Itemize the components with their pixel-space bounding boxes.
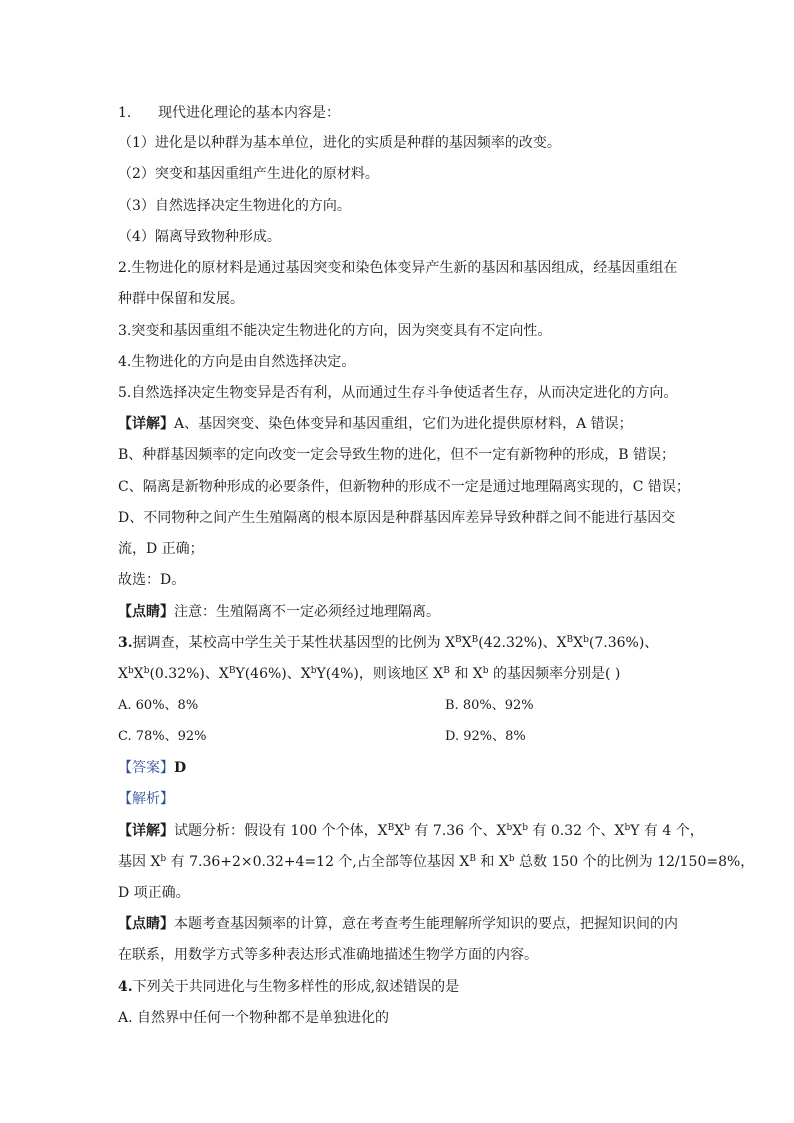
item3: 3.突变和基因重组不能决定生物进化的方向，因为突变具有不定向性。 bbox=[118, 323, 552, 339]
q3-text: 总数 150 个的比例为 12/150=8%， bbox=[514, 854, 755, 870]
item2-line1: 2.生物进化的原材料是通过基因突变和染色体变异产生新的基因和基因组成，经基因重组在 bbox=[118, 260, 678, 276]
sup: B bbox=[455, 635, 462, 645]
question-number: 3. bbox=[118, 635, 133, 651]
sup: b bbox=[508, 854, 515, 864]
detail1-line-b: B、种群基因频率的定向改变一定会导致生物的进化，但不一定有新物种的形成，B 错误； bbox=[118, 447, 676, 463]
q3-text: X bbox=[573, 635, 584, 651]
sup: b bbox=[506, 823, 513, 833]
q4-option-a[interactable]: A. 自然界中任何一个物种都不是单独进化的 bbox=[118, 1010, 390, 1026]
q3-text: (42.32%)、X bbox=[478, 635, 567, 651]
sup: B bbox=[566, 635, 574, 645]
q3-text: X bbox=[461, 635, 472, 651]
detail-label: 【详解】 bbox=[118, 823, 174, 839]
sup: B bbox=[443, 666, 450, 676]
item-title: 现代进化理论的基本内容是： bbox=[158, 105, 340, 121]
q3-tip-line2: 在联系，用数学方式等多种表达形式准确地描述生物学方面的内容。 bbox=[118, 947, 538, 963]
q3-text: 据调查，某校高中学生关于某性状基因型的比例为 X bbox=[132, 635, 456, 651]
q3-text: Y(46%)、X bbox=[235, 666, 311, 682]
q3-text: 有 0.32 个、X bbox=[527, 823, 625, 839]
q3-text: 有 7.36+2×0.32+4=12 个,占全部等位基因 X bbox=[166, 854, 470, 870]
sup: b bbox=[160, 854, 167, 864]
item5: 5.自然选择决定生物变异是否有利，从而通过生存斗争使适者生存，从而决定进化的方向。 bbox=[118, 385, 678, 401]
detail1-line-d2: 流，D 正确； bbox=[118, 541, 204, 557]
q3-text: X bbox=[512, 823, 523, 839]
tip-label: 【点睛】 bbox=[118, 604, 174, 620]
q3-option-d[interactable]: D. 92%、8% bbox=[445, 729, 526, 744]
item1-point-2: （2）突变和基因重组产生进化的原材料。 bbox=[118, 166, 379, 182]
q3-text: 试题分析：假设有 100 个个体，X bbox=[174, 823, 388, 839]
answer-label: 【答案】 bbox=[118, 760, 174, 776]
q4-text: 下列关于共同进化与生物多样性的形成,叙述错误的是 bbox=[132, 979, 460, 995]
q3-analysis-label bbox=[118, 790, 174, 808]
detail-label: 【详解】 bbox=[118, 416, 174, 432]
item2-line2: 种群中保留和发展。 bbox=[118, 291, 244, 307]
sup: B bbox=[228, 666, 236, 676]
tip-label: 【点睛】 bbox=[118, 916, 174, 932]
question-number: 4. bbox=[118, 979, 133, 995]
q3-text: X bbox=[394, 823, 405, 839]
sup: b bbox=[624, 823, 631, 833]
q3-text: X bbox=[118, 666, 128, 682]
q3-text: 的基因频率分别是( ) bbox=[488, 666, 621, 682]
analysis-label: 【解析】 bbox=[118, 791, 174, 807]
detail-text: A、基因突变、染色体变异和基因重组，它们为进化提供原材料，A 错误； bbox=[174, 416, 633, 432]
tip-text: 本题考查基因频率的计算，意在考查考生能理解所学知识的要点，把握知识间的内 bbox=[174, 916, 678, 932]
q3-detail-line3: D 项正确。 bbox=[118, 885, 190, 901]
q3-option-c[interactable]: C. 78%、92% bbox=[118, 729, 207, 744]
q3-text: 和 X bbox=[449, 666, 483, 682]
q3-text: X bbox=[133, 666, 144, 682]
sup: b bbox=[583, 635, 589, 645]
sup: b bbox=[482, 666, 489, 676]
q3-text: Y(4%)，则该地区 X bbox=[316, 666, 444, 682]
sup: b bbox=[127, 666, 134, 676]
item1-point-1: （1）进化是以种群为基本单位，进化的实质是种群的基因频率的改变。 bbox=[118, 135, 561, 151]
item1-point-3: （3）自然选择决定生物进化的方向。 bbox=[118, 198, 351, 214]
tip1 bbox=[118, 603, 440, 621]
item-number: 1. bbox=[118, 105, 132, 121]
q3-detail-line1 bbox=[118, 822, 704, 840]
q3-text: 有 7.36 个、X bbox=[409, 823, 507, 839]
q3-option-b[interactable]: B. 80%、92% bbox=[445, 698, 534, 713]
item1-heading bbox=[118, 104, 340, 122]
tip-text: 注意：生殖隔离不一定必须经过地理隔离。 bbox=[174, 604, 440, 620]
detail1-choice: 故选：D。 bbox=[118, 572, 186, 588]
q3-text: Y 有 4 个， bbox=[630, 823, 704, 839]
detail1-line-d1: D、不同物种之间产生生殖隔离的根本原因是种群基因库差异导致种群之间不能进行基因交 bbox=[118, 510, 676, 526]
detail1-line-a bbox=[118, 415, 633, 433]
sup: B bbox=[469, 854, 476, 864]
q3-text: (0.32%)、X bbox=[149, 666, 229, 682]
sup: b bbox=[522, 823, 528, 833]
q3-text: (7.36%)、 bbox=[588, 635, 659, 651]
item4: 4.生物进化的方向是由自然选择决定。 bbox=[118, 354, 356, 370]
q3-tip-line1 bbox=[118, 915, 678, 933]
q4-stem bbox=[118, 978, 459, 996]
item1-point-4: （4）隔离导致物种形成。 bbox=[118, 229, 281, 245]
q3-option-a[interactable]: A. 60%、8% bbox=[118, 698, 199, 713]
q3-text: 和 X bbox=[475, 854, 509, 870]
sup: b bbox=[404, 823, 410, 833]
sup: b bbox=[143, 666, 150, 676]
q3-stem-line2 bbox=[118, 665, 620, 683]
q3-text: 基因 X bbox=[118, 854, 161, 870]
sup: B bbox=[387, 823, 395, 833]
q3-detail-line2 bbox=[118, 853, 754, 871]
answer-value: D bbox=[174, 760, 187, 776]
sup: B bbox=[471, 635, 479, 645]
sup: b bbox=[310, 666, 317, 676]
q3-stem-line1 bbox=[118, 634, 658, 652]
q3-answer bbox=[118, 759, 186, 777]
detail1-line-c: C、隔离是新物种形成的必要条件，但新物种的形成不一定是通过地理隔离实现的，C 错误； bbox=[118, 479, 690, 495]
